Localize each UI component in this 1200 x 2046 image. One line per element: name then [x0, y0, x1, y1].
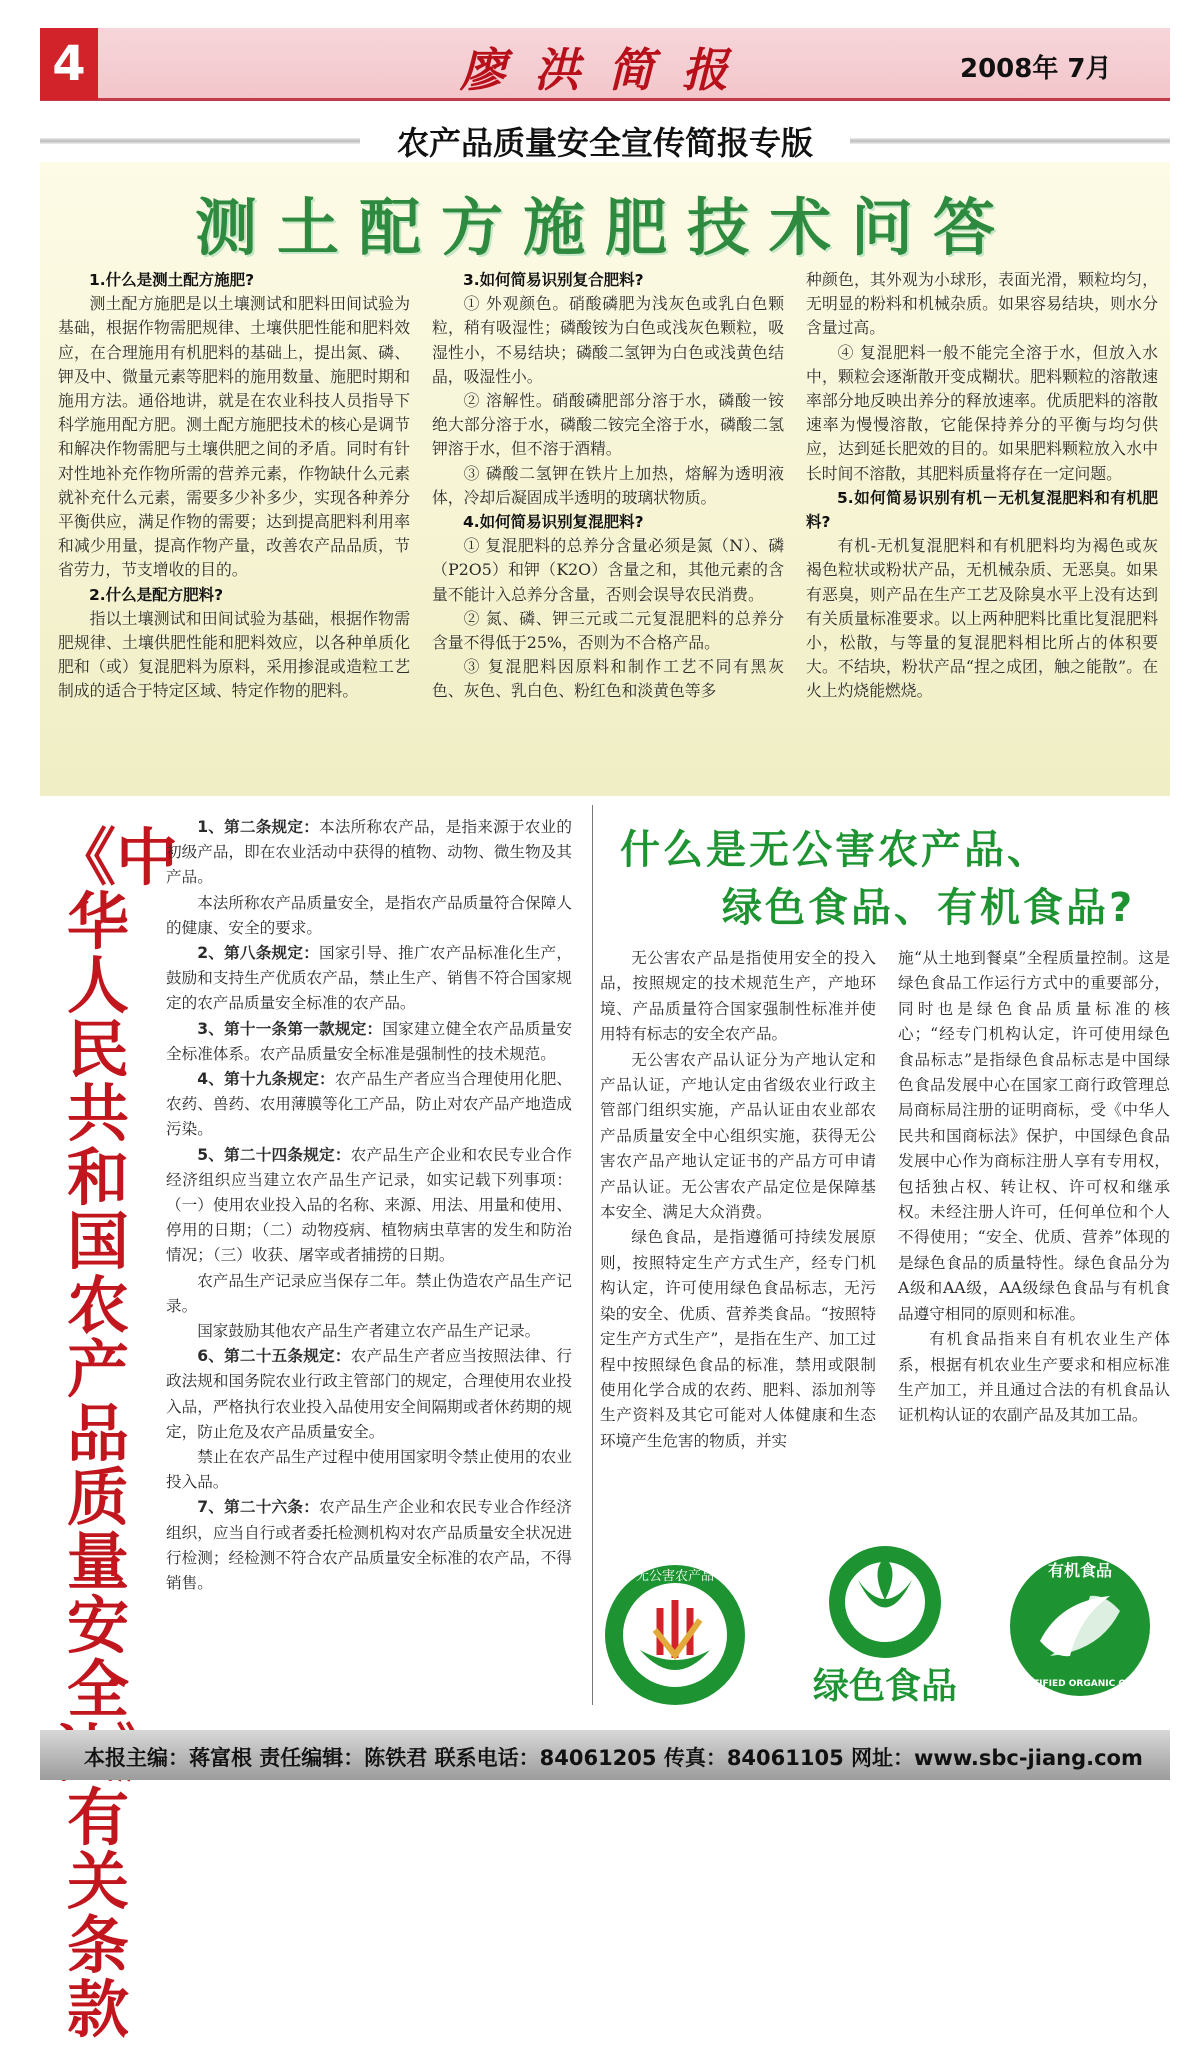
- food-title-line-1: 什么是无公害农产品、: [620, 827, 1050, 873]
- law-article-text: 农产品生产企业和农民专业合作经济组织应当建立农产品生产记录，如实记载下列事项：（一）使用农业投入品的名称、来源、用法、用量和使用、停用的日期；（二）动物疫病、植物病虫草害的发生和防治情况；（三）收获、屠宰或者捕捞的日期。: [166, 1145, 572, 1265]
- qa-heading: 5.如何简易识别有机－无机复混肥料和有机肥料?: [806, 488, 1158, 532]
- food-paragraph-continued: 施“从土地到餐桌”全程质量控制。这是绿色食品工作运行方式中的重要部分，同时也是绿色食品质量标准的核心；“经专门机构认定，许可使用绿色食品标志”是指绿色食品标志是中国绿色食品发展中心在国家工商行政管理总局商标局注册的证明商标，受《中华人民共和国商标法》保护，中国绿色食品发展中心作为商标注册人享有专用权，包括独占权、转让权、许可权和继承权。未经注册人许可，任何单位和个人不得使用；“安全、优质、营养”体现的是绿色食品的质量特性。绿色食品分为A级和AA级，AA级绿色食品与有机食品遵守相同的原则和标准。: [898, 949, 1170, 1323]
- law-article-text: 国家引导、推广农产品标准化生产，鼓励和支持生产优质农产品，禁止生产、销售不符合国家规定的农产品质量安全标准的农产品。: [166, 944, 572, 1013]
- organic-food-logo-text: 有机食品: [1047, 1561, 1113, 1580]
- law-article-text: 禁止在农产品生产过程中使用国家明令禁止使用的农业投入品。: [166, 1448, 572, 1492]
- qa-paragraph-continued: 种颜色，其外观为小球形，表面光滑，颗粒均匀，无明显的粉料和机械杂质。如果容易结块，则水分含量过高。: [806, 270, 1158, 338]
- law-article: [166, 815, 572, 891]
- qa-paragraph: ③ 复混肥料因原料和制作工艺不同有黑灰色、灰色、乳白色、粉红色和淡黄色等多: [432, 657, 784, 701]
- qa-paragraph: 测土配方施肥是以土壤测试和肥料田间试验为基础，根据作物需肥规律、土壤供肥性能和肥料效应，在合理施用有机肥料的基础上，提出氮、磷、钾及中、微量元素等肥料的施用数量、施肥时期和施用方法。通俗地讲，就是在农业科技人员指导下科学施用配方肥。测土配方施肥技术的核心是调节和解决作物需肥与土壤供肥之间的矛盾。同时有针对性地补充作物所需的营养元素，作物缺什么元素就补充什么元素，需要多少补多少，实现各种养分平衡供应，满足作物的需要；达到提高肥料利用率和减少用量，提高作物产量，改善农产品品质，节省劳力，节支增收的目的。: [58, 294, 410, 580]
- qa-heading: 1.什么是测土配方施肥?: [89, 271, 255, 289]
- law-article: [166, 891, 572, 941]
- issue-date: 2008年 7月: [960, 54, 1112, 84]
- law-article-text: 农产品生产者应当合理使用化肥、农药、兽药、农用薄膜等化工产品，防止对农产品产地造成污染。: [166, 1070, 572, 1139]
- qa-paragraph: ② 氮、磷、钾三元或二元复混肥料的总养分含量不得低于25%，否则为不合格产品。: [432, 608, 784, 653]
- qa-heading: 3.如何简易识别复合肥料?: [463, 271, 644, 289]
- food-column-1: [600, 946, 876, 1454]
- section-banner: 农产品质量安全宣传简报专版: [396, 124, 813, 162]
- qa-column-1: [58, 268, 410, 704]
- qa-paragraph: ② 溶解性。硝酸磷肥部分溶于水，磷酸一铵绝大部分溶于水，磷酸二铵完全溶于水，磷酸二氢钾溶于水，但不溶于酒精。: [432, 391, 784, 459]
- law-article-text: 国家建立健全农产品质量安全标准体系。农产品质量安全标准是强制性的技术规范。: [166, 1019, 572, 1063]
- food-paragraph: 无公害农产品是指使用安全的投入品，按照规定的技术规范生产，产地环境、产品质量符合国家强制性标准并使用特有标志的安全农产品。: [600, 949, 876, 1044]
- footer-credits: 本报主编：蒋富根 责任编辑：陈铁君 联系电话：84061205 传真：84061105 网址：www.sbc-jiang.com: [84, 1746, 1143, 1770]
- qa-paragraph: 有机-无机复混肥料和有机肥料均为褐色或灰褐色粒状或粉状产品，无机械杂质、无恶臭。如果有恶臭，则产品在生产工艺及除臭水平上没有达到有关质量标准要求。以上两种肥料比重比复混肥料小，松散，与等量的复混肥料相比所占的体积要大。不结块，粉状产品“捏之成团，触之能散”。在火上灼烧能燃烧。: [806, 536, 1158, 701]
- law-article: [166, 1143, 572, 1269]
- food-column-2: [898, 946, 1170, 1429]
- qa-paragraph: ① 复混肥料的总养分含量必须是氮（N）、磷（P2O5）和钾（K2O）含量之和，其他元素的含量不能计入总养分含量，否则会误导农民消费。: [432, 536, 784, 604]
- qa-paragraph: ③ 磷酸二氢钾在铁片上加热，熔解为透明液体，冷却后凝固成半透明的玻璃状物质。: [432, 463, 784, 507]
- food-title-line-2: 绿色食品、有机食品?: [722, 885, 1136, 931]
- law-article-heading: 4、第十九条规定：: [197, 1070, 335, 1089]
- qa-heading: 4.如何简易识别复混肥料?: [463, 513, 644, 532]
- food-paragraph: 有机食品指来自有机农业生产体系，根据有机农业生产要求和相应标准生产加工，并且通过合法的有机食品认证机构认证的农副产品及其加工品。: [898, 1330, 1170, 1425]
- law-article: [166, 941, 572, 1017]
- law-article: [166, 1017, 572, 1067]
- green-food-logo-text: 绿色食品: [812, 1666, 958, 1707]
- banner-rule-right: [850, 138, 1170, 144]
- pollution-free-logo: [600, 1560, 750, 1710]
- law-article-heading: 3、第十一条第一款规定：: [197, 1019, 383, 1038]
- law-article: [166, 1319, 572, 1344]
- law-article-text: 农产品生产记录应当保存二年。禁止伪造农产品生产记录。: [166, 1271, 572, 1315]
- masthead-logo: 廖洪简报: [460, 43, 756, 97]
- law-article: [166, 1445, 572, 1495]
- law-article-text: 本法所称农产品质量安全，是指农产品质量符合保障人的健康、安全的要求。: [166, 893, 572, 937]
- food-paragraph: 无公害农产品认证分为产地认定和产品认证，产地认定由省级农业行政主管部门组织实施，产品认证由农业部农产品质量安全中心组织实施，获得无公害农产品产地认定证书的产品方可申请产品认证。无公害农产品定位是保障基本安全、满足大众消费。: [600, 1050, 876, 1222]
- qa-heading: 2.什么是配方肥料?: [89, 585, 224, 604]
- page-number: 4: [40, 28, 98, 100]
- qa-paragraph: ④ 复混肥料一般不能完全溶于水，但放入水中，颗粒会逐渐散开变成糊状。肥料颗粒的溶散速率部分地反映出养分的释放速率。优质肥料的溶散速率为慢慢溶散，它能保持养分的平衡与均匀供应，达到延长肥效的目的。如果肥料颗粒放入水中长时间不溶散，其肥料质量将存在一定问题。: [806, 342, 1158, 483]
- organic-food-logo: [1000, 1546, 1160, 1706]
- law-article-heading: 6、第二十五条规定：: [197, 1347, 351, 1366]
- qa-column-3: [806, 268, 1158, 704]
- law-article-text: 农产品生产者应当按照法律、行政法规和国务院农业行政主管部门的规定，合理使用农业投入品，严格执行农业投入品使用安全间隔期或者休药期的规定，防止危及农产品质量安全。: [166, 1347, 572, 1441]
- law-article: [166, 1269, 572, 1319]
- qa-paragraph: 指以土壤测试和田间试验为基础，根据作物需肥规律、土壤供肥性能和肥料效应，以各种单质化肥和（或）复混肥料为原料，采用掺混或造粒工艺制成的适合于特定区域、特定作物的肥料。: [58, 608, 410, 701]
- law-article-text: 农产品生产企业和农民专业合作经济组织，应当自行或者委托检测机构对农产品质量安全状况进行检测；经检测不符合农产品质量安全标准的农产品，不得销售。: [166, 1498, 572, 1593]
- law-article: [166, 1344, 572, 1445]
- law-article-heading: 1、第二条规定：: [197, 818, 320, 836]
- column-divider: [592, 805, 593, 1705]
- qa-paragraph: ① 外观颜色。硝酸磷肥为浅灰色或乳白色颗粒，稍有吸湿性；磷酸铵为白色或浅灰色颗粒，吸湿性小，不易结块；磷酸二氢钾为白色或浅黄色结晶，吸湿性小。: [432, 294, 784, 386]
- pollution-free-logo-text: 无公害农产品: [635, 1569, 715, 1584]
- law-articles: [166, 815, 572, 1596]
- qa-title: 测土配方施肥技术问答: [194, 191, 1015, 264]
- law-title-vertical: 《中华人民共和国农产品质量安全 有关条款: [54, 821, 179, 2046]
- law-article: [166, 1495, 572, 1596]
- law-article-heading: 2、第八条规定：: [197, 944, 320, 963]
- law-article-heading: 5、第二十四条规定：: [197, 1145, 351, 1164]
- law-article-text: 本法所称农产品，是指来源于农业的初级产品，即在农业活动中获得的植物、动物、微生物及其产品。: [166, 818, 572, 887]
- law-article: [166, 1067, 572, 1143]
- food-paragraph: 绿色食品，是指遵循可持续发展原则，按照特定生产方式生产，经专门机构认定，许可使用绿色食品标志，无污染的安全、优质、营养类食品。“按照特定生产方式生产”，是指在生产、加工过程中按照绿色食品的标准，禁用或限制使用化学合成的农药、肥料、添加剂等生产资料及其它可能对人体健康和生态环境产生危害的物质，并实: [600, 1228, 876, 1450]
- banner-rule-left: [40, 138, 360, 144]
- green-food-logo: [800, 1540, 970, 1710]
- law-article-text: 国家鼓励其他农产品生产者建立农产品生产记录。: [197, 1322, 541, 1341]
- qa-column-2: [432, 268, 784, 704]
- organic-food-logo-subtext: CERTIFIED ORGANIC OFDC: [1013, 1679, 1147, 1689]
- law-article-heading: 7、第二十六条：: [197, 1498, 320, 1517]
